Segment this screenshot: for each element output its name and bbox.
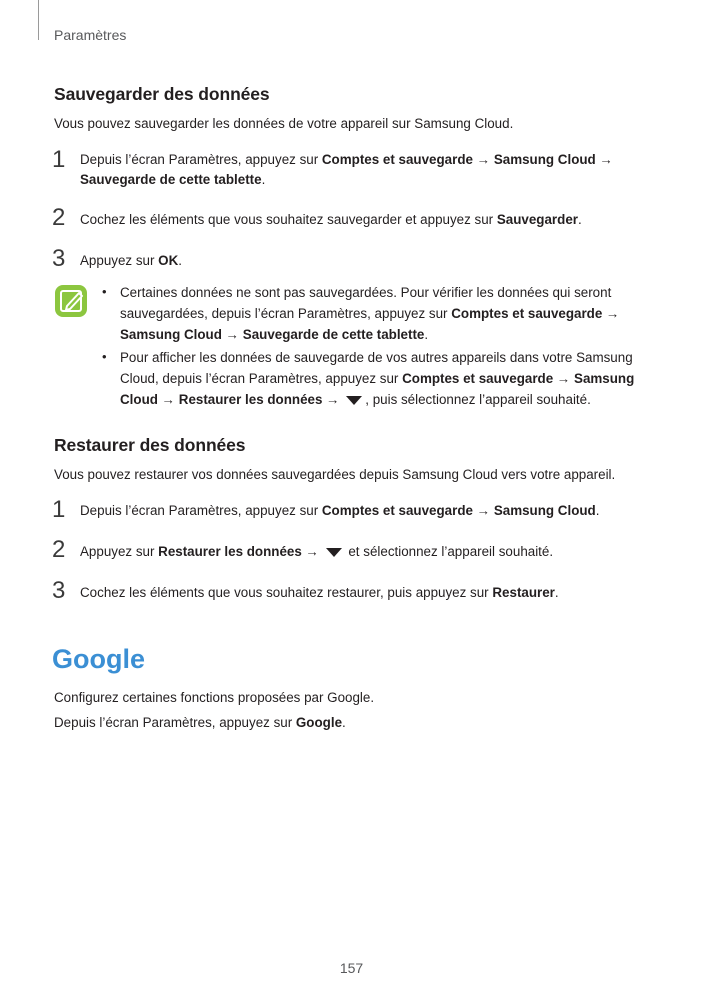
restore-intro: Vous pouvez restaurer vos données sauvegardées depuis Samsung Cloud vers votre appareil. (54, 467, 616, 482)
backup-step-2: Cochez les éléments que vous souhaitez sauvegarder et appuyez sur Sauvegarder. (80, 212, 582, 227)
restore-step-1: Depuis l’écran Paramètres, appuyez sur Comptes et sauvegarde → Samsung Cloud. (80, 503, 600, 518)
step-number: 3 (52, 577, 66, 604)
restore-step-3: Cochez les éléments que vous souhaitez restaurer, puis appuyez sur Restaurer. (80, 585, 559, 600)
dropdown-arrow-icon (326, 548, 342, 557)
note-bullet: • (102, 349, 107, 364)
step-number: 1 (52, 146, 66, 173)
step-number: 3 (52, 245, 66, 272)
backup-step-1: Depuis l’écran Paramètres, appuyez sur Comptes et sauvegarde → Samsung Cloud → Sauvegarde de cette tablette. (80, 152, 613, 187)
step-number: 1 (52, 496, 66, 523)
note-bullet: • (102, 284, 107, 299)
restore-step-2: Appuyez sur Restaurer les données → et sélectionnez l’appareil souhaité. (80, 544, 554, 559)
note-pencil-icon (54, 284, 88, 318)
restore-heading: Restaurer des données (54, 435, 246, 455)
note-item-1: Certaines données ne sont pas sauvegardées. Pour vérifier les données qui seront sauvegardées, depuis l’écran Paramètres, appuyez sur Comptes et sauvegarde → Samsung Cloud → Sauvegarde de cette tablette. (120, 285, 620, 342)
google-heading: Google (52, 644, 145, 674)
google-intro: Configurez certaines fonctions proposées par Google. (54, 690, 375, 705)
backup-step-3: Appuyez sur OK. (80, 253, 182, 268)
note-item-2: Pour afficher les données de sauvegarde de vos autres appareils dans votre Samsung Cloud, depuis l’écran Paramètres, appuyez sur Comptes et sauvegarde → Samsung Cloud → Restaurer les données → , puis sélectionnez l’appareil souhaité. (120, 350, 635, 407)
page-number: 157 (339, 960, 364, 976)
dropdown-arrow-icon (346, 396, 362, 405)
header-divider (38, 0, 39, 40)
step-number: 2 (52, 536, 66, 563)
step-number: 2 (52, 204, 66, 231)
backup-heading: Sauvegarder des données (54, 84, 270, 104)
google-instruction: Depuis l’écran Paramètres, appuyez sur Google. (54, 715, 346, 730)
section-header: Paramètres (54, 27, 127, 43)
backup-intro: Vous pouvez sauvegarder les données de votre appareil sur Samsung Cloud. (54, 116, 514, 131)
